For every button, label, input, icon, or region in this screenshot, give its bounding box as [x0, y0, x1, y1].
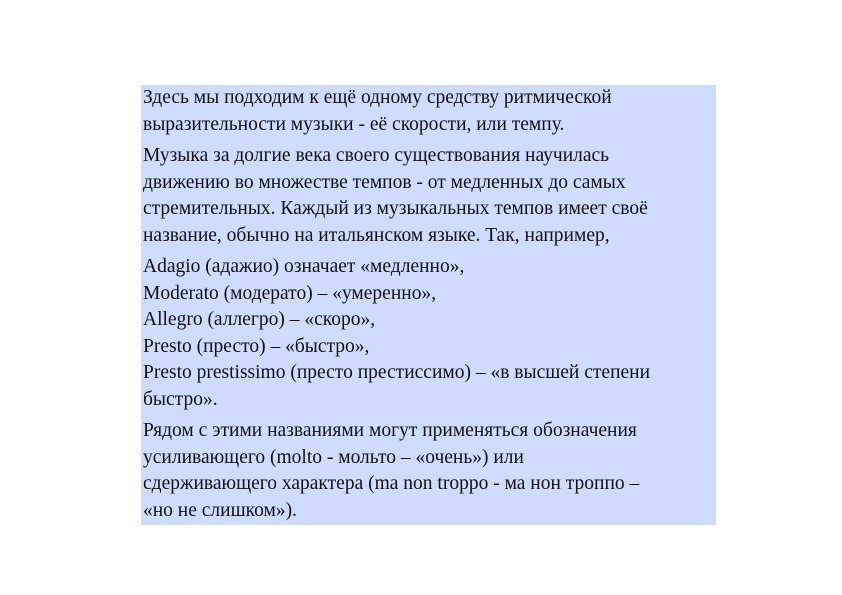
paragraph-tempos-overview	[143, 143, 714, 249]
text-line: Музыка за долгие века своего существования научилась	[143, 145, 610, 166]
tempo-presto: Presto (престо) – «быстро»,	[143, 335, 370, 357]
text-line: Рядом с этими названиями могут применяться обозначения	[143, 420, 637, 441]
text-line: Здесь мы подходим к ещё одному средству ритмической	[143, 87, 612, 108]
text-line: стремительных. Каждый из музыкальных темпов имеет своё	[143, 198, 648, 219]
paragraph-intro	[143, 85, 714, 138]
tempo-adagio: Adagio (адажио) означает «медленно»,	[143, 256, 465, 277]
tempo-prestissimo: Presto prestissimo (престо престиссимо) – «в высшей степени	[143, 362, 651, 383]
text-line: движению во множестве темпов - от медленных до самых	[143, 171, 626, 193]
paragraph-modifiers	[143, 418, 714, 524]
text-line: название, обычно на итальянском языке. Так, например,	[143, 224, 610, 246]
text-line: быстро».	[143, 388, 218, 410]
tempo-allegro: Allegro (аллегро) – «скоро»,	[143, 309, 376, 330]
text-block	[141, 85, 716, 525]
paragraph-tempo-list	[143, 254, 714, 413]
text-line: усиливающего (molto - мольто – «очень») или	[143, 446, 524, 468]
text-line: выразительности музыки - её скорости, или темпу.	[143, 113, 565, 135]
tempo-moderato: Moderato (модерато) – «умеренно»,	[143, 282, 437, 304]
text-line: «но не слишком»).	[143, 499, 297, 521]
text-line: сдерживающего характера (ma non troppo - ма нон троппо –	[143, 473, 640, 494]
